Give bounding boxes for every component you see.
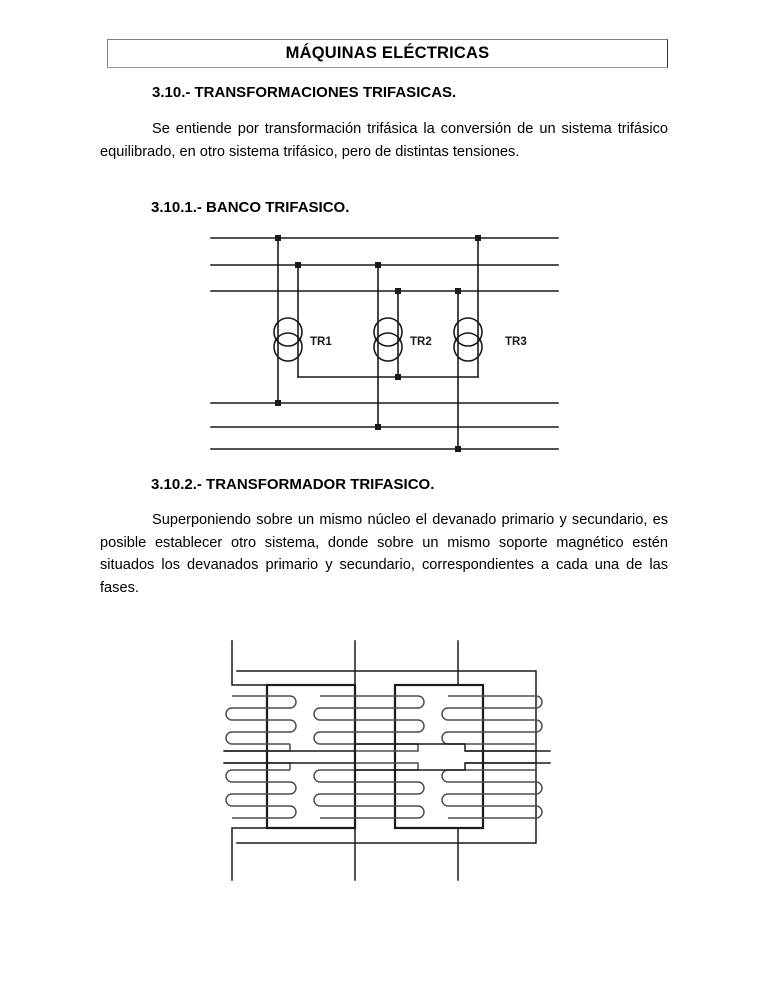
banco-trifasico-svg xyxy=(180,225,580,465)
terminal-lead-top-left xyxy=(232,641,305,685)
junction-dot-tr2-tie xyxy=(395,374,401,380)
section-paragraph-3102 xyxy=(100,509,668,599)
winding-right-limb-lower xyxy=(442,763,542,818)
winding-right-limb-upper xyxy=(442,696,542,751)
header-title-box xyxy=(107,39,668,68)
tr1-label: TR1 xyxy=(310,336,332,348)
junction-dot-tr1-primary-bottom xyxy=(275,400,281,406)
paragraph-text: Superponiendo sobre un mismo núcleo el devanado primario y secundario, es posible establecer otro sistema, donde sobre un mismo soporte magnético estén situados los devanados primario y secundario, correspondientes a cada una de las fases. xyxy=(100,512,668,596)
outer-lead-frame xyxy=(237,671,536,843)
junction-dot-tr3-primary-top xyxy=(475,235,481,241)
junction-dot-tr3-secondary-top xyxy=(455,288,461,294)
banco-trifasico-figure xyxy=(180,225,580,465)
winding-left-limb-lower xyxy=(224,763,296,818)
center-tap-lead-upper xyxy=(224,744,550,751)
section-paragraph-310 xyxy=(100,118,668,163)
winding-left-limb-upper xyxy=(224,696,296,751)
center-tap-lead-lower xyxy=(224,763,550,770)
tr3-label: TR3 xyxy=(505,336,527,348)
winding-middle-limb-upper xyxy=(314,696,424,751)
tr2-label: TR2 xyxy=(410,336,432,348)
junction-dot-tr3-secondary-bottom xyxy=(455,446,461,452)
section-heading-3101: 3.10.1.- BANCO TRIFASICO. xyxy=(151,199,350,216)
section-heading-310: 3.10.- TRANSFORMACIONES TRIFASICAS. xyxy=(152,84,457,101)
junction-dot-tr2-secondary-top xyxy=(395,288,401,294)
nucleo-svg xyxy=(210,638,550,883)
terminal-lead-bottom-left xyxy=(232,828,305,880)
section-heading-3102: 3.10.2.- TRANSFORMADOR TRIFASICO. xyxy=(151,476,435,493)
transformador-trifasico-nucleo-figure xyxy=(210,638,550,883)
paragraph-text: Se entiende por transformación trifásica la conversión de un sistema trifásico equilibrado, en otro sistema trifásico, pero de distintas tensiones. xyxy=(100,121,668,160)
junction-dot-tr1-secondary-top xyxy=(295,262,301,268)
winding-middle-limb-lower xyxy=(314,763,424,818)
junction-dot-tr1-primary-top xyxy=(275,235,281,241)
junction-dot-tr2-primary-bottom xyxy=(375,424,381,430)
junction-dot-tr2-primary-top xyxy=(375,262,381,268)
page-title: MÁQUINAS ELÉCTRICAS xyxy=(285,44,490,62)
